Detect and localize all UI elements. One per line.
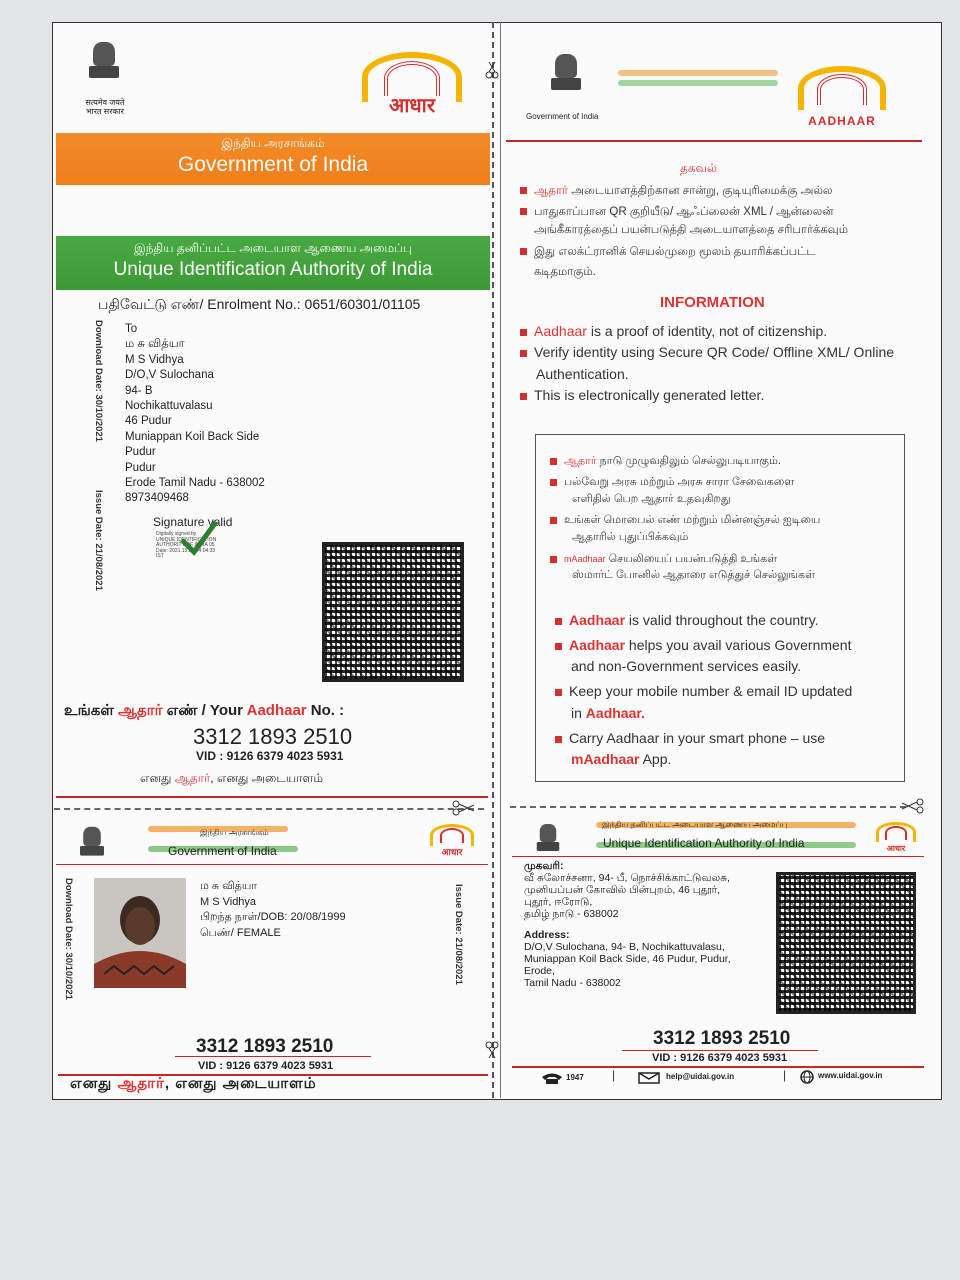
info-tamil-item: ஆதார் அடையாளத்திற்கான சான்று, குடியுரிமைக்கு அல்ல	[520, 185, 832, 199]
card-front-tagline: எனது ஆதார், எனது அடையாளம்	[70, 1075, 317, 1092]
card-back-uidai-english: Unique Identification Authority of India	[603, 836, 805, 850]
scissors-icon	[900, 798, 924, 814]
card-back-aadhaar-number: 3312 1893 2510	[653, 1028, 791, 1049]
vid-number: VID : 9126 6379 4023 5931	[196, 749, 344, 763]
scissors-icon	[452, 800, 476, 816]
uidai-band-tamil: இந்திய தனிப்பட்ட அடையாள ஆணைய அமைப்பு	[134, 241, 412, 255]
holder-dob: பிறந்த நாள்/DOB: 20/08/1999	[200, 911, 346, 923]
info-tamil-item-cont: கடிதமாகும்.	[534, 266, 596, 278]
holder-photo	[94, 878, 186, 988]
horizontal-cut-line	[54, 808, 484, 810]
card-back-aadhaar-logo-icon: आधार	[876, 822, 916, 842]
emblem-icon	[86, 42, 122, 90]
green-stripe	[618, 80, 778, 86]
info-tamil-item-cont: அங்கீகாரத்தைப் பயன்படுத்தி அடையாளத்தை சரிபார்க்கவும்	[534, 224, 848, 236]
qr-code	[322, 542, 464, 682]
address-block: To ம சு வித்யா M S Vidhya D/O,V Sulochana 94- B Nochikattuvalasu 46 Pudur Muniappan Koil Back Side Pudur Pudur Erode Tamil Nadu - 638002 8973409468	[125, 322, 265, 507]
aadhaar-number: 3312 1893 2510	[193, 724, 353, 749]
globe-icon	[800, 1070, 814, 1084]
info-english-item: Verify identity using Secure QR Code/ Offline XML/ Online	[520, 344, 894, 360]
issue-date: Issue Date: 21/08/2021	[93, 490, 104, 591]
footer-separator: |	[783, 1068, 787, 1082]
government-band	[56, 133, 490, 185]
scissors-icon	[484, 60, 500, 80]
box-tamil-item-cont: ஸ்மார்ட் போனில் ஆதாரை எடுத்துச் செல்லுங்கள்	[572, 569, 815, 581]
card-number-line	[175, 1056, 371, 1057]
saffron-stripe	[618, 70, 778, 76]
card-back-vid: VID : 9126 6379 4023 5931	[652, 1052, 788, 1064]
box-english-item-cont: in Aadhaar.	[571, 705, 645, 721]
phone-number: 8973409468	[125, 492, 189, 505]
card-back-address-english: Address: D/O,V Sulochana, 94- B, Nochikattuvalasu, Muniappan Koil Back Side, 46 Pudur, Pudur, Erode, Tamil Nadu - 638002	[524, 929, 731, 989]
card-header-line	[56, 864, 488, 865]
card-back-header-line	[512, 856, 924, 857]
vertical-cut-line	[492, 22, 494, 1098]
box-tamil-item: mAadhaar செயலியைப் பயன்படுத்தி உங்கள்	[550, 553, 777, 567]
card-back-address-tamil: முகவரி: வீ சுலோச்சனா, 94- பீ, நொச்சிக்காட்டுவலசு, முனியப்பன் கோவில் பின்புறம், 46 புதூர், புதூர், ஈரோடு, தமிழ் நாடு - 638002	[524, 860, 730, 920]
info-english-title: INFORMATION	[660, 294, 765, 311]
card-gov-tamil: இந்திய அரசாங்கம்	[200, 828, 269, 837]
emblem-icon-right	[548, 54, 584, 102]
help-email: help@uidai.gov.in	[666, 1072, 735, 1081]
signature-label: Signature valid	[153, 515, 233, 529]
uidai-band-english: Unique Identification Authority of India	[113, 259, 433, 280]
info-english-item: This is electronically generated letter.	[520, 387, 764, 403]
checkmark-icon	[178, 516, 220, 558]
horizontal-cut-line	[510, 806, 906, 808]
holder-gender: பெண்/ FEMALE	[200, 926, 281, 939]
download-date: Download Date: 30/10/2021	[93, 320, 104, 442]
box-tamil-item: பல்வேறு அரசு மற்றும் அரசு சாரா சேவைகளை	[550, 476, 794, 490]
box-english-item: Keep your mobile number & email ID updated	[555, 683, 852, 699]
info-tamil-item: பாதுகாப்பான QR குறியீடு/ ஆஃப்லைன் XML / ஆன்லைன்	[520, 206, 833, 220]
info-english-item: Aadhaar is a proof of identity, not of citizenship.	[520, 323, 827, 339]
phone-icon	[541, 1072, 563, 1084]
box-english-item: Carry Aadhaar in your smart phone – use	[555, 730, 825, 746]
card-issue-date: Issue Date: 21/08/2021	[453, 884, 464, 985]
box-english-item: Aadhaar is valid throughout the country.	[555, 612, 819, 628]
enrolment-number: பதிவேட்டு எண்/ Enrolment No.: 0651/60301/01105	[98, 296, 421, 312]
scissors-icon	[484, 1040, 500, 1060]
card-gov-english: Government of India	[168, 844, 277, 858]
box-tamil-item-cont: எளிதில் பெற ஆதார் உதவுகிறது	[572, 493, 731, 505]
footer-separator: |	[612, 1068, 616, 1082]
divider	[56, 796, 488, 798]
website: www.uidai.gov.in	[818, 1071, 883, 1080]
uidai-band	[56, 236, 490, 290]
holder-name-tamil: ம சு வித்யா	[200, 880, 257, 892]
tagline: எனது ஆதார், எனது அடையாளம்	[140, 771, 323, 785]
gov-band-tamil: இந்திய அரசாங்கம்	[221, 136, 325, 150]
box-english-item-cont: and non-Government services easily.	[571, 658, 802, 674]
emblem-caption: सत्यमेव जयते भारत सरकार	[85, 98, 125, 116]
info-tamil-item: இது எலக்ட்ரானிக் செயல்முறை மூலம் தயாரிக்கப்பட்ட	[520, 246, 816, 260]
holder-name: M S Vidhya	[200, 895, 257, 908]
gov-band-english: Government of India	[177, 153, 369, 176]
box-tamil-item: ஆதார் நாடு முழுவதிலும் செல்லுபடியாகும்.	[550, 455, 781, 469]
info-english-item-cont: Authentication.	[536, 366, 629, 382]
header-divider	[506, 140, 922, 142]
box-english-item-cont: mAadhaar App.	[571, 751, 672, 767]
card-aadhaar-logo-icon: आधार	[430, 824, 474, 846]
card-back-number-line	[622, 1050, 818, 1051]
vertical-divider	[500, 22, 501, 1098]
your-aadhaar-label: உங்கள் ஆதார் எண் / Your Aadhaar No. :	[64, 702, 345, 719]
card-holder-details	[200, 879, 346, 941]
emblem-caption-right: Government of India	[526, 112, 599, 121]
card-back-footer-line	[512, 1066, 924, 1068]
box-tamil-item-cont: ஆதாரில் புதுப்பிக்கவும்	[572, 531, 689, 543]
info-tamil-title: தகவல்	[680, 161, 717, 175]
aadhaar-logo-icon-right: AADHAAR	[798, 66, 886, 110]
card-back-qr-code	[776, 872, 916, 1014]
card-back-uidai-tamil: இந்திய தனிப்பட்ட அடையாள ஆணைய அமைப்பு	[602, 820, 788, 829]
address-to: To	[125, 323, 138, 335]
card-back-emblem-icon	[535, 824, 562, 860]
box-english-item: Aadhaar helps you avail various Government	[555, 637, 851, 653]
card-emblem-icon	[78, 827, 107, 865]
card-front-vid: VID : 9126 6379 4023 5931	[198, 1060, 334, 1072]
email-icon	[638, 1072, 660, 1084]
card-download-date: Download Date: 30/10/2021	[63, 878, 74, 1000]
aadhaar-logo-icon: आधार	[362, 52, 462, 102]
box-tamil-item: உங்கள் மொபைல் எண் மற்றும் மின்னஞ்சல் ஐடியை	[550, 514, 820, 528]
card-front-aadhaar-number: 3312 1893 2510	[196, 1036, 334, 1057]
signature-details: Digitally signed by UNIQUE IDENTIFICATION AUTHORITY OF INDIA 05 Date: 2021.10.30 14:04:33 IST	[156, 531, 217, 560]
helpline-number: 1947	[566, 1073, 584, 1082]
